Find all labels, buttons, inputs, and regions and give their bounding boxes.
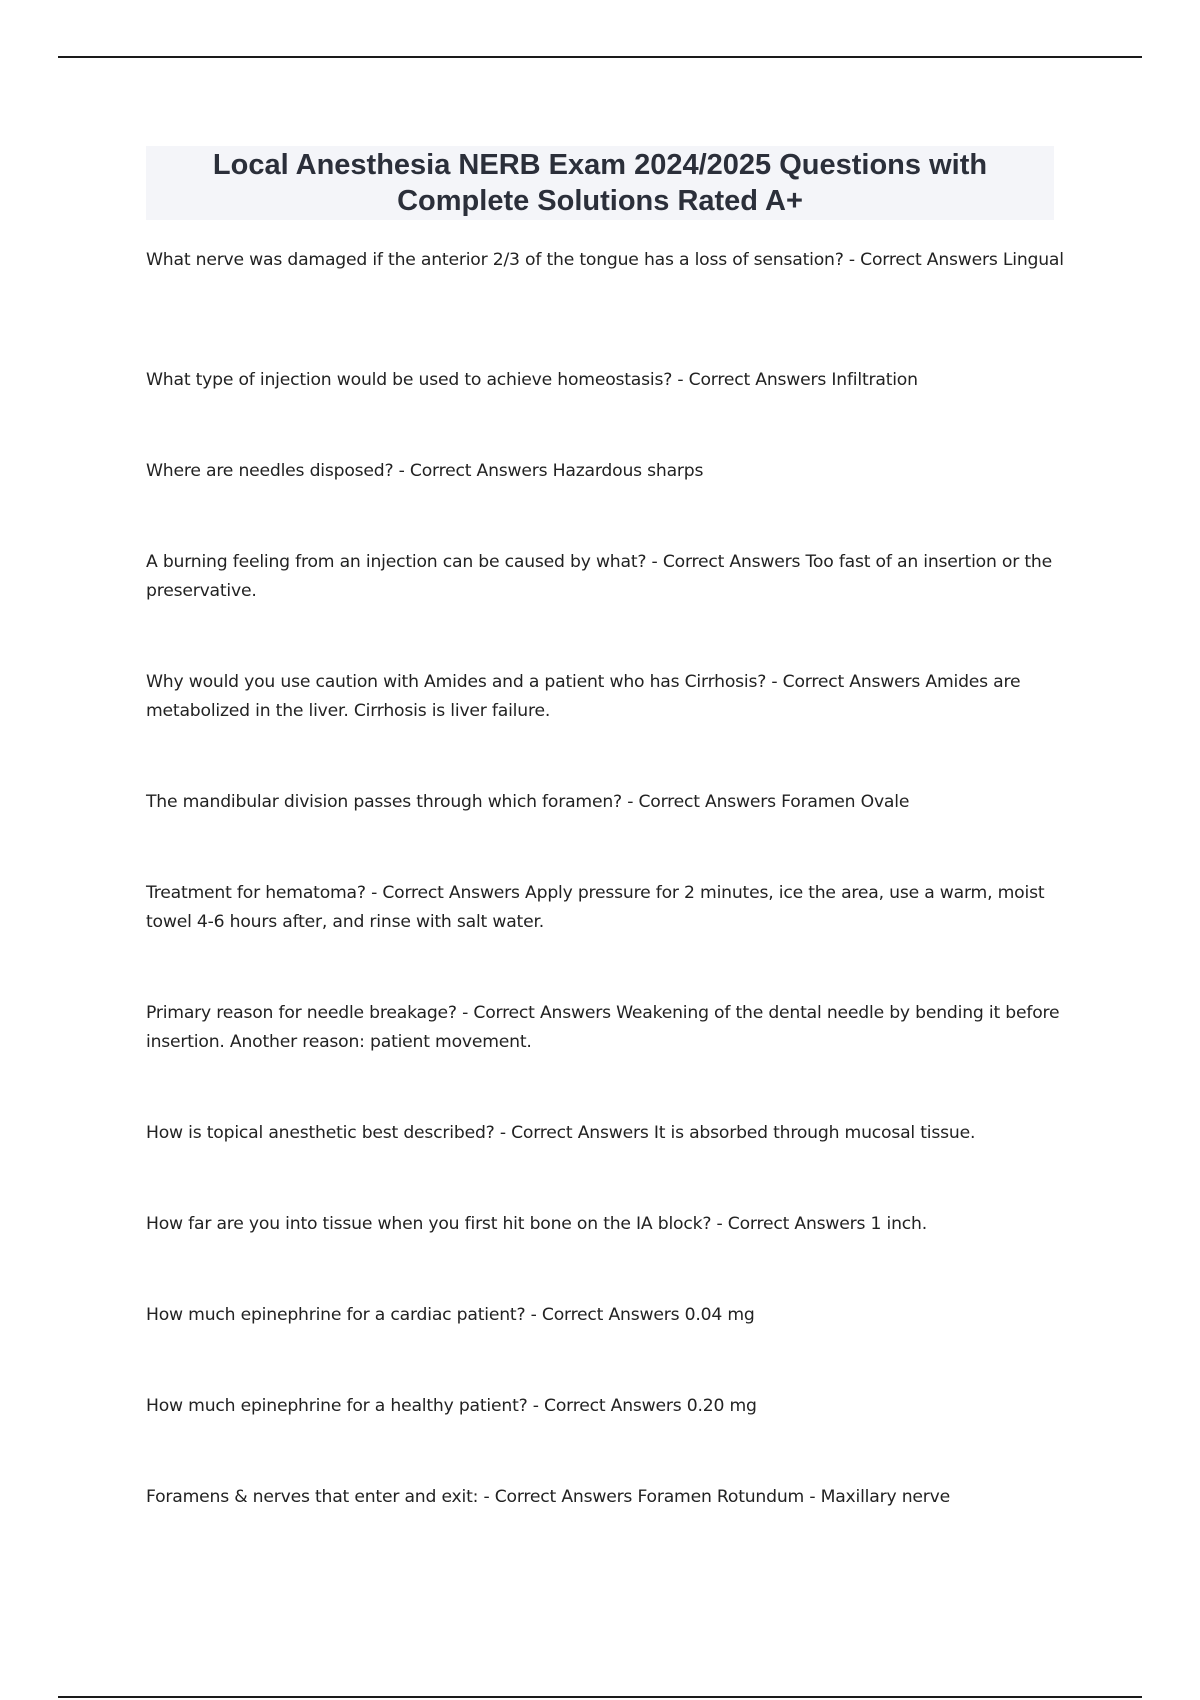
qa-item: A burning feeling from an injection can be caused by what? - Correct Answers Too fast of an insertion or the preservative. xyxy=(146,552,1052,601)
qa-list xyxy=(146,246,1066,1574)
document-title: Local Anesthesia NERB Exam 2024/2025 Questions with Complete Solutions Rated A+ xyxy=(212,149,988,217)
qa-item: Primary reason for needle breakage? - Correct Answers Weakening of the dental needle by bending it before insertion. Another reason: patient movement. xyxy=(146,1003,1060,1052)
qa-item: What nerve was damaged if the anterior 2/3 of the tongue has a loss of sensation? - Correct Answers Lingual xyxy=(146,250,1064,270)
qa-item: Treatment for hematoma? - Correct Answers Apply pressure for 2 minutes, ice the area, use a warm, moist towel 4-6 hours after, and rinse with salt water. xyxy=(146,883,1045,932)
qa-item: How is topical anesthetic best described? - Correct Answers It is absorbed through mucosal tissue. xyxy=(146,1123,976,1143)
title-banner xyxy=(146,146,1054,220)
qa-item: Why would you use caution with Amides and a patient who has Cirrhosis? - Correct Answers Amides are metabolized in the liver. Cirrhosis is liver failure. xyxy=(146,672,1021,721)
qa-item: Where are needles disposed? - Correct Answers Hazardous sharps xyxy=(146,461,704,481)
qa-item: Foramens & nerves that enter and exit: - Correct Answers Foramen Rotundum - Maxillary nerve xyxy=(146,1487,950,1507)
top-page-rule xyxy=(58,56,1142,58)
bottom-page-rule xyxy=(58,1696,1142,1698)
qa-item: The mandibular division passes through which foramen? - Correct Answers Foramen Ovale xyxy=(146,792,910,812)
qa-item: How much epinephrine for a cardiac patient? - Correct Answers 0.04 mg xyxy=(146,1305,755,1325)
qa-item: What type of injection would be used to achieve homeostasis? - Correct Answers Infiltration xyxy=(146,370,918,390)
qa-item: How much epinephrine for a healthy patient? - Correct Answers 0.20 mg xyxy=(146,1396,757,1416)
qa-item: How far are you into tissue when you first hit bone on the IA block? - Correct Answers 1 inch. xyxy=(146,1214,927,1234)
